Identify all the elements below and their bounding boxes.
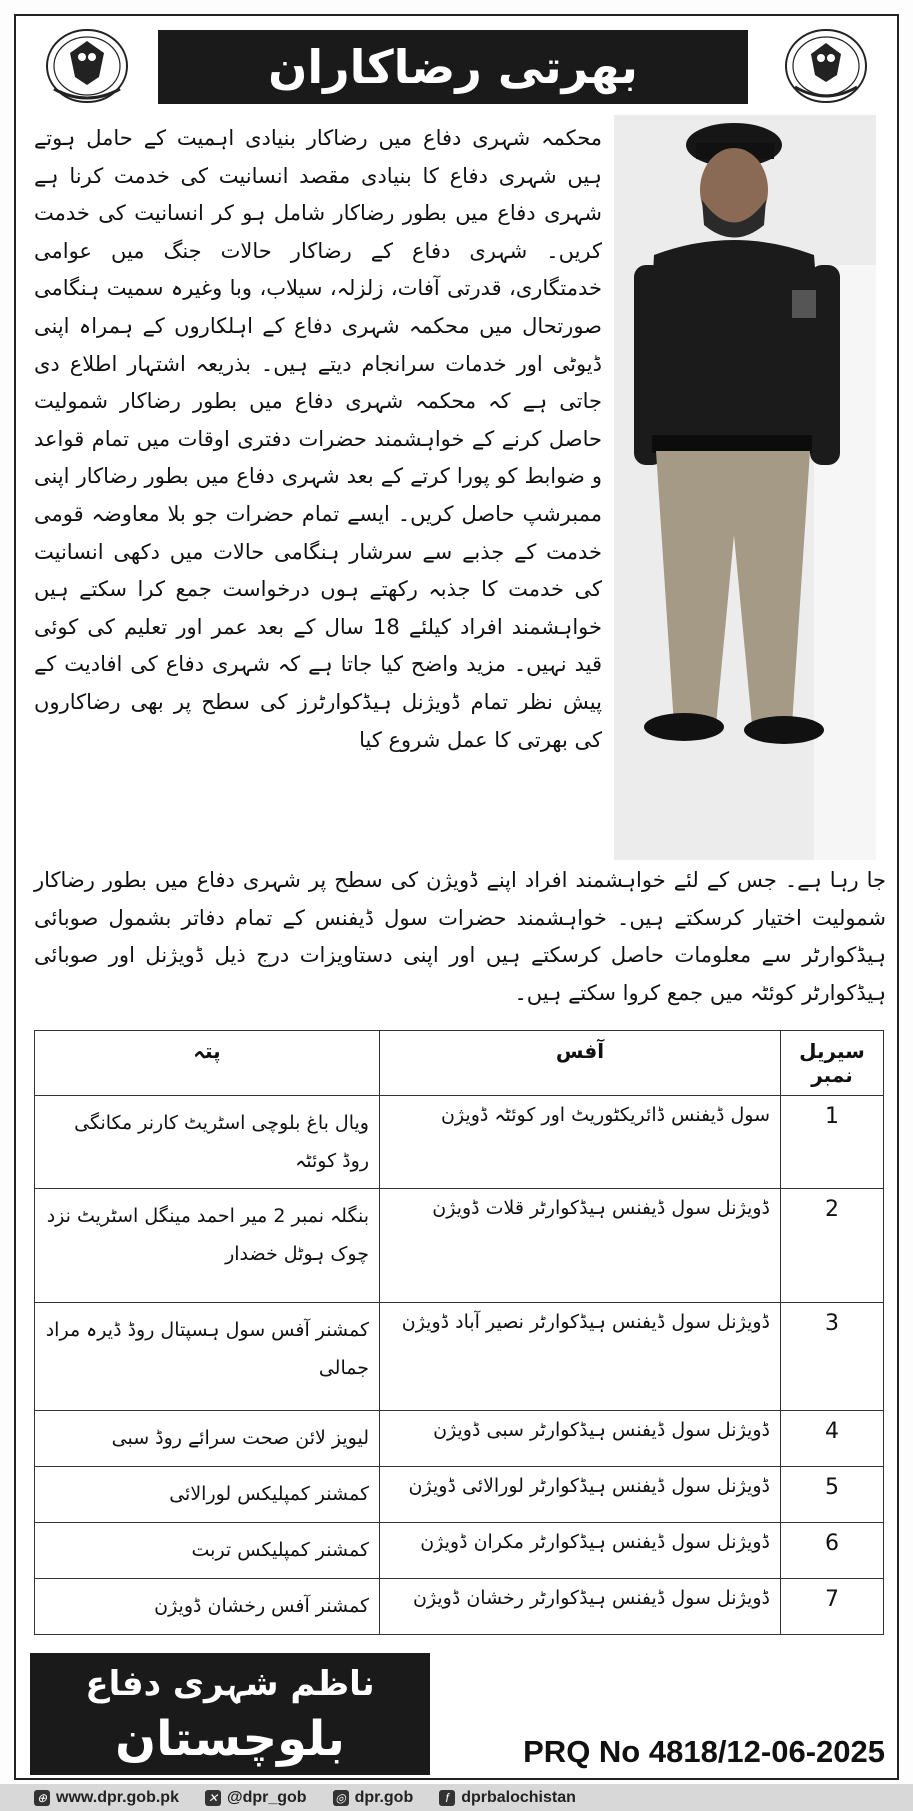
header-office: آفس [380, 1031, 781, 1096]
office-cell: ڈویژنل سول ڈیفنس ہیڈکوارٹر رخشان ڈویژن [380, 1579, 781, 1635]
advertisement-body-top: محکمہ شہری دفاع میں رضاکار بنیادی اہمیت کے حامل ہوتے ہیں شہری دفاع کا بنیادی مقصد انسانیت کی خدمت کرنا ہے شہری دفاع میں بطور رضاکار شامل ہو کر انسانیت کی خدمت کریں۔ شہری دفاع کے رضاکار حالات جنگ میں عوامی خدمتگاری، قدرتی آفات، زلزلہ، سیلاب، وبا وغیرہ سمیت ہنگامی صورتحال میں محکمہ شہری دفاع کے اہلکاروں کے ہمراہ اپنی ڈیوٹی اور خدمات سرانجام دیتے ہیں۔ بذریعہ اشتہار اطلاع دی جاتی ہے کہ محکمہ شہری دفاع میں بطور رضاکار شمولیت حاصل کرنے کے خواہشمند حضرات دفتری اوقات میں تمام قواعد و ضوابط کو پورا کرتے کے بعد شہری دفاع میں بطور رضاکار اپنی ممبرشپ حاصل کریں۔ ایسے تمام حضرات جو بلا معاوضہ قومی خدمت کے جذبے سے سرشار ہنگامی حالات میں دکھی انسانیت کی خدمت کا جذبہ رکھتے ہوں درخواست جمع کرا سکتے ہیں خواہشمند افراد کیلئے 18 سال کے بعد عمر اور تعلیم کی کوئی قید نہیں۔ مزید واضح کیا جاتا ہے کہ شہری دفاع کی افادیت کے پیش نظر تمام ڈویژنل ہیڈکوارٹرز کی سطح پر بھی رضاکاروں کی بھرتی کا عمل شروع کیا [34, 126, 602, 752]
header-address: پتہ [35, 1031, 380, 1096]
facebook-handle: dprbalochistan [461, 1788, 576, 1806]
office-cell: ڈویژنل سول ڈیفنس ہیڈکوارٹر مکران ڈویژن [380, 1523, 781, 1579]
globe-icon: ⊕ [34, 1790, 50, 1806]
instagram-link[interactable] [333, 1789, 414, 1807]
offices-table [34, 1030, 884, 1635]
twitter-handle: @dpr_gob [226, 1788, 307, 1806]
address-cell: بنگلہ نمبر 2 میر احمد مینگل اسٹریٹ نزد چوک ہوٹل خضدار [35, 1189, 380, 1303]
address-cell: کمشنر کمپلیکس تربت [35, 1523, 380, 1579]
serial-cell: 3 [781, 1303, 884, 1411]
advertisement-title: بھرتی رضاکاران [158, 30, 748, 104]
prq-number: PRQ No 4818/12-06-2025 [523, 1734, 885, 1769]
table-row [35, 1579, 884, 1635]
table-row [35, 1523, 884, 1579]
website-text: www.dpr.gob.pk [56, 1788, 179, 1806]
signature-block [30, 1653, 430, 1775]
office-cell: ڈویژنل سول ڈیفنس ہیڈکوارٹر نصیر آباد ڈویژن [380, 1303, 781, 1411]
facebook-icon: f [439, 1790, 455, 1806]
twitter-icon: ✕ [205, 1790, 221, 1806]
serial-cell: 2 [781, 1189, 884, 1303]
office-cell: ڈویژنل سول ڈیفنس ہیڈکوارٹر سبی ڈویژن [380, 1411, 781, 1467]
table-row [35, 1411, 884, 1467]
serial-cell: 1 [781, 1096, 884, 1189]
table-row [35, 1303, 884, 1411]
address-cell: کمشنر آفس سول ہسپتال روڈ ڈیرہ مراد جمالی [35, 1303, 380, 1411]
signature-province: بلوچستان [115, 1711, 345, 1767]
header-serial: سیریل نمبر [781, 1031, 884, 1096]
table-row [35, 1467, 884, 1523]
office-cell: ڈویژنل سول ڈیفنس ہیڈکوارٹر قلات ڈویژن [380, 1189, 781, 1303]
table-row [35, 1096, 884, 1189]
serial-cell: 5 [781, 1467, 884, 1523]
footer-social-bar [0, 1784, 913, 1811]
website-link[interactable] [34, 1789, 179, 1807]
civil-defence-logo-right [781, 26, 871, 106]
instagram-icon: ◎ [333, 1790, 349, 1806]
address-cell: ویال باغ بلوچی اسٹریٹ کارنر مکانگی روڈ کوئٹہ [35, 1096, 380, 1189]
signature-designation: ناظم شہری دفاع [85, 1664, 375, 1704]
serial-cell: 6 [781, 1523, 884, 1579]
twitter-link[interactable] [205, 1789, 307, 1807]
advertisement-body-bottom: جا رہا ہے۔ جس کے لئے خواہشمند افراد اپنے ڈویژن کی سطح پر شہری دفاع میں بطور رضاکار شمولیت اختیار کرسکتے ہیں۔ خواہشمند حضرات سول ڈیفنس کے تمام دفاتر بشمول صوبائی ہیڈکوارٹر سے معلومات حاصل کرسکتے ہیں اور اپنی دستاویزات درج ذیل ڈویژنل اور صوبائی ہیڈکوارٹر کوئٹہ میں جمع کروا سکتے ہیں۔ [34, 868, 886, 1005]
instagram-handle: dpr.gob [354, 1788, 414, 1806]
table-header-row [35, 1031, 884, 1096]
facebook-link[interactable] [439, 1789, 576, 1807]
office-cell: ڈویژنل سول ڈیفنس ہیڈکوارٹر لورالائی ڈویژن [380, 1467, 781, 1523]
volunteer-officer-photo [614, 115, 876, 860]
serial-cell: 4 [781, 1411, 884, 1467]
office-cell: سول ڈیفنس ڈائریکٹوریٹ اور کوئٹہ ڈویژن [380, 1096, 781, 1189]
serial-cell: 7 [781, 1579, 884, 1635]
address-cell: لیویز لائن صحت سرائے روڈ سبی [35, 1411, 380, 1467]
address-cell: کمشنر آفس رخشان ڈویژن [35, 1579, 380, 1635]
civil-defence-logo-left [42, 26, 132, 106]
table-row [35, 1189, 884, 1303]
address-cell: کمشنر کمپلیکس لورالائی [35, 1467, 380, 1523]
